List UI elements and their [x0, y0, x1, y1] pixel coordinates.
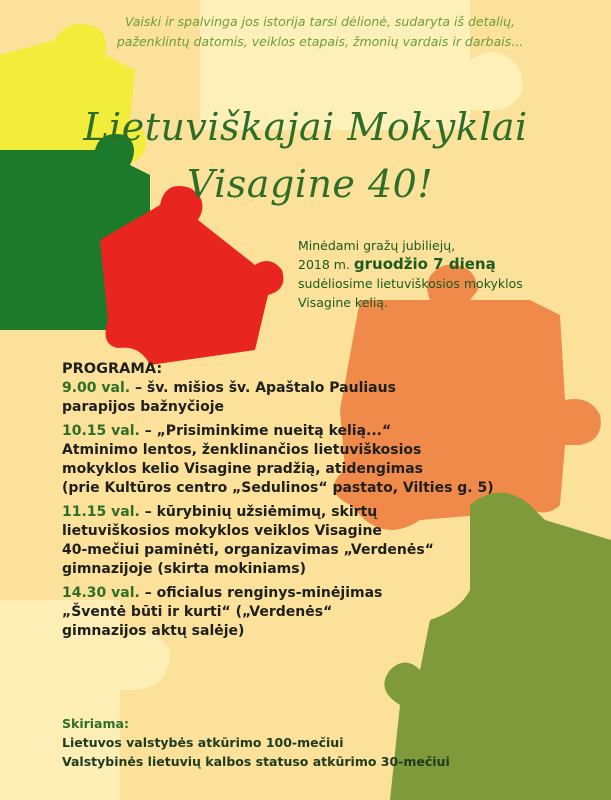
program-description: – „Prisiminkime nueitą kelią...“ — [139, 423, 392, 439]
dedication — [62, 714, 562, 771]
dedication-lines — [62, 733, 562, 771]
dedication-line: Lietuvos valstybės atkūrimo 100-mečiui — [62, 735, 344, 750]
tagline — [40, 12, 600, 52]
subtitle-line-1: Minėdami gražų jubiliejų, — [298, 238, 456, 253]
subtitle-year: 2018 m. — [298, 257, 350, 272]
program-description-line: (prie Kultūros centro „Sedulinos“ pastato, Vilties g. 5) — [62, 480, 494, 496]
program — [62, 360, 562, 646]
program-time: 14.30 val. — [62, 585, 140, 601]
subtitle-line-3: sudėliosime lietuviškosios mokyklos — [298, 276, 523, 291]
program-description: – šv. mišios šv. Apaštalo Pauliaus — [130, 380, 396, 396]
program-entry — [62, 379, 562, 417]
program-description-line: lietuviškosios mokyklos veiklos Visagine — [62, 523, 382, 539]
program-description-line: parapijos bažnyčioje — [62, 399, 224, 415]
program-entry-first-line — [62, 422, 562, 441]
program-entry-first-line — [62, 379, 562, 398]
tagline-line: Vaiski ir spalvinga jos istorija tarsi dėlionė, sudaryta iš detalių, — [125, 14, 515, 29]
subtitle-line-2 — [298, 255, 598, 274]
program-entry-first-line — [62, 584, 562, 603]
program-time: 9.00 val. — [62, 380, 131, 396]
program-description-line: 40-mečiui paminėti, organizavimas „Verdenės“ — [62, 542, 434, 558]
program-entry — [62, 503, 562, 579]
tagline-line: paženklintų datomis, veiklos etapais, žmonių vardais ir darbais... — [116, 34, 524, 49]
program-time: 11.15 val. — [62, 504, 140, 520]
program-entry-first-line — [62, 503, 562, 522]
program-entry — [62, 422, 562, 498]
program-description-line: gimnazijos aktų salėje) — [62, 623, 245, 639]
program-description-line: Atminimo lentos, ženklinančios lietuviškosios — [62, 442, 422, 458]
program-description-line: gimnazijoje (skirta mokiniams) — [62, 561, 306, 577]
title-line-2: Visagine 40! — [186, 162, 434, 206]
program-description: – kūrybinių užsiėmimų, skirtų — [139, 504, 378, 520]
subtitle-date: gruodžio 7 dieną — [353, 255, 496, 273]
program-description-line: „Šventė būti ir kurti“ („Verdenės“ — [62, 604, 333, 620]
program-description-line: mokyklos kelio Visagine pradžią, atidengimas — [62, 461, 424, 477]
title-line-1: Lietuviškajai Mokyklai — [83, 105, 528, 149]
dedication-heading: Skiriama: — [62, 716, 129, 731]
program-time: 10.15 val. — [62, 423, 140, 439]
subtitle — [298, 236, 598, 312]
program-heading: PROGRAMA: — [62, 361, 163, 377]
subtitle-line-4: Visagine kelią. — [298, 295, 388, 310]
program-entry — [62, 584, 562, 641]
program-description: – oficialus renginys-minėjimas — [139, 585, 383, 601]
program-entries — [62, 379, 562, 641]
dedication-line: Valstybinės lietuvių kalbos statuso atkūrimo 30-mečiui — [62, 754, 450, 769]
